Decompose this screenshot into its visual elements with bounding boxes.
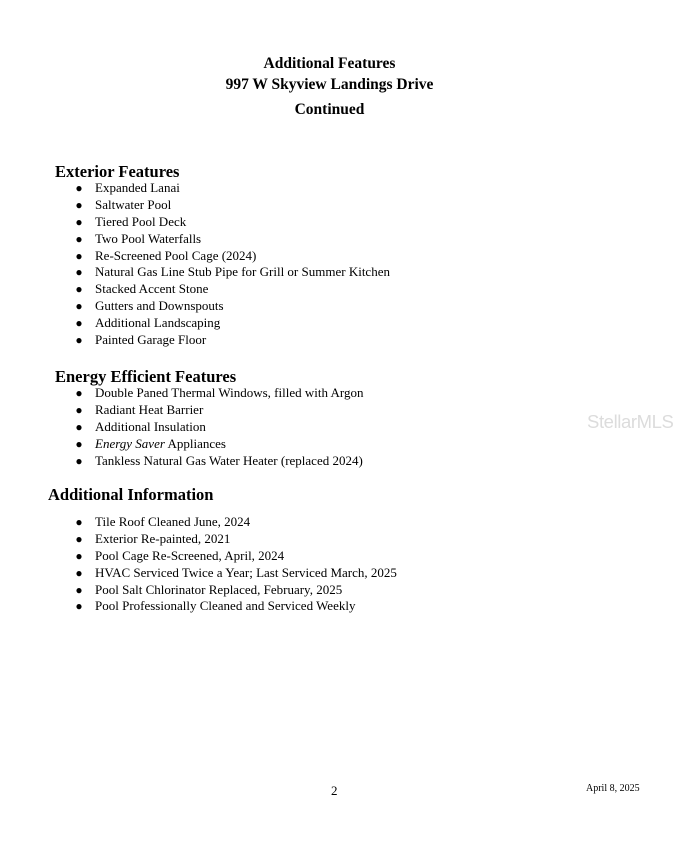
- list-item: ● Natural Gas Line Stub Pipe for Grill or Summer Kitchen: [75, 264, 390, 280]
- additional-information-list: [75, 514, 397, 615]
- bullet-icon: ●: [75, 386, 83, 400]
- list-item: ● Energy Saver Appliances: [75, 435, 226, 451]
- bullet-icon: ●: [75, 531, 83, 546]
- list-item: ● Saltwater Pool: [75, 196, 172, 212]
- list-item: ● Additional Landscaping: [75, 315, 221, 331]
- bullet-icon: ●: [75, 181, 83, 195]
- bullet-icon: ●: [75, 402, 83, 417]
- list-item: ● Tankless Natural Gas Water Heater (replaced 2024): [75, 452, 363, 468]
- bullet-icon: ●: [75, 333, 83, 348]
- list-item: ● Double Paned Thermal Windows, filled with Argon: [75, 385, 364, 400]
- bullet-icon: ●: [75, 214, 83, 229]
- continued-subtitle: Continued: [294, 101, 365, 118]
- exterior-features-list: [75, 180, 390, 349]
- list-item: ● Pool Salt Chlorinator Replaced, February, 2025: [75, 581, 343, 597]
- bullet-icon: ●: [75, 231, 83, 246]
- bullet-icon: ●: [75, 282, 83, 297]
- list-item: ● Stacked Accent Stone: [75, 281, 209, 297]
- list-item: ● Gutters and Downspouts: [75, 298, 224, 314]
- bullet-icon: ●: [75, 316, 83, 331]
- list-item: ● Painted Garage Floor: [75, 332, 207, 348]
- bullet-icon: ●: [75, 265, 83, 280]
- bullet-icon: ●: [75, 436, 83, 451]
- energy-features-list: [75, 385, 363, 469]
- bullet-icon: ●: [75, 453, 83, 468]
- additional-information-heading: Additional Information: [48, 485, 214, 504]
- list-item: ● Additional Insulation: [75, 418, 206, 434]
- list-item: ● HVAC Serviced Twice a Year; Last Serviced March, 2025: [75, 564, 397, 580]
- list-item: ● Tile Roof Cleaned June, 2024: [75, 514, 251, 529]
- exterior-features-heading: Exterior Features: [55, 162, 180, 181]
- energy-features-heading: Energy Efficient Features: [55, 367, 237, 386]
- bullet-icon: ●: [75, 515, 83, 529]
- list-item: ● Exterior Re-painted, 2021: [75, 530, 231, 546]
- list-item: ● Tiered Pool Deck: [75, 213, 187, 229]
- list-item: ● Pool Professionally Cleaned and Serviced Weekly: [75, 598, 356, 614]
- energy-saver-brand: Energy Saver: [95, 435, 165, 451]
- bullet-icon: ●: [75, 197, 83, 212]
- bullet-icon: ●: [75, 299, 83, 314]
- bullet-icon: ●: [75, 548, 83, 563]
- bullet-icon: ●: [75, 248, 83, 263]
- bullet-icon: ●: [75, 419, 83, 434]
- list-item: ● Radiant Heat Barrier: [75, 401, 204, 417]
- document-date: April 8, 2025: [586, 783, 640, 794]
- property-address: 997 W Skyview Landings Drive: [225, 76, 434, 93]
- bullet-icon: ●: [75, 599, 83, 614]
- bullet-icon: ●: [75, 565, 83, 580]
- list-item: ● Two Pool Waterfalls: [75, 230, 202, 246]
- bullet-icon: ●: [75, 582, 83, 597]
- list-item: ● Re-Screened Pool Cage (2024): [75, 247, 257, 263]
- list-item: ● Pool Cage Re-Screened, April, 2024: [75, 547, 285, 563]
- list-item: ● Expanded Lanai: [75, 180, 180, 195]
- document-title: Additional Features: [263, 55, 396, 72]
- stellarmls-watermark: StellarMLS: [587, 411, 674, 432]
- page-number: 2: [331, 783, 338, 798]
